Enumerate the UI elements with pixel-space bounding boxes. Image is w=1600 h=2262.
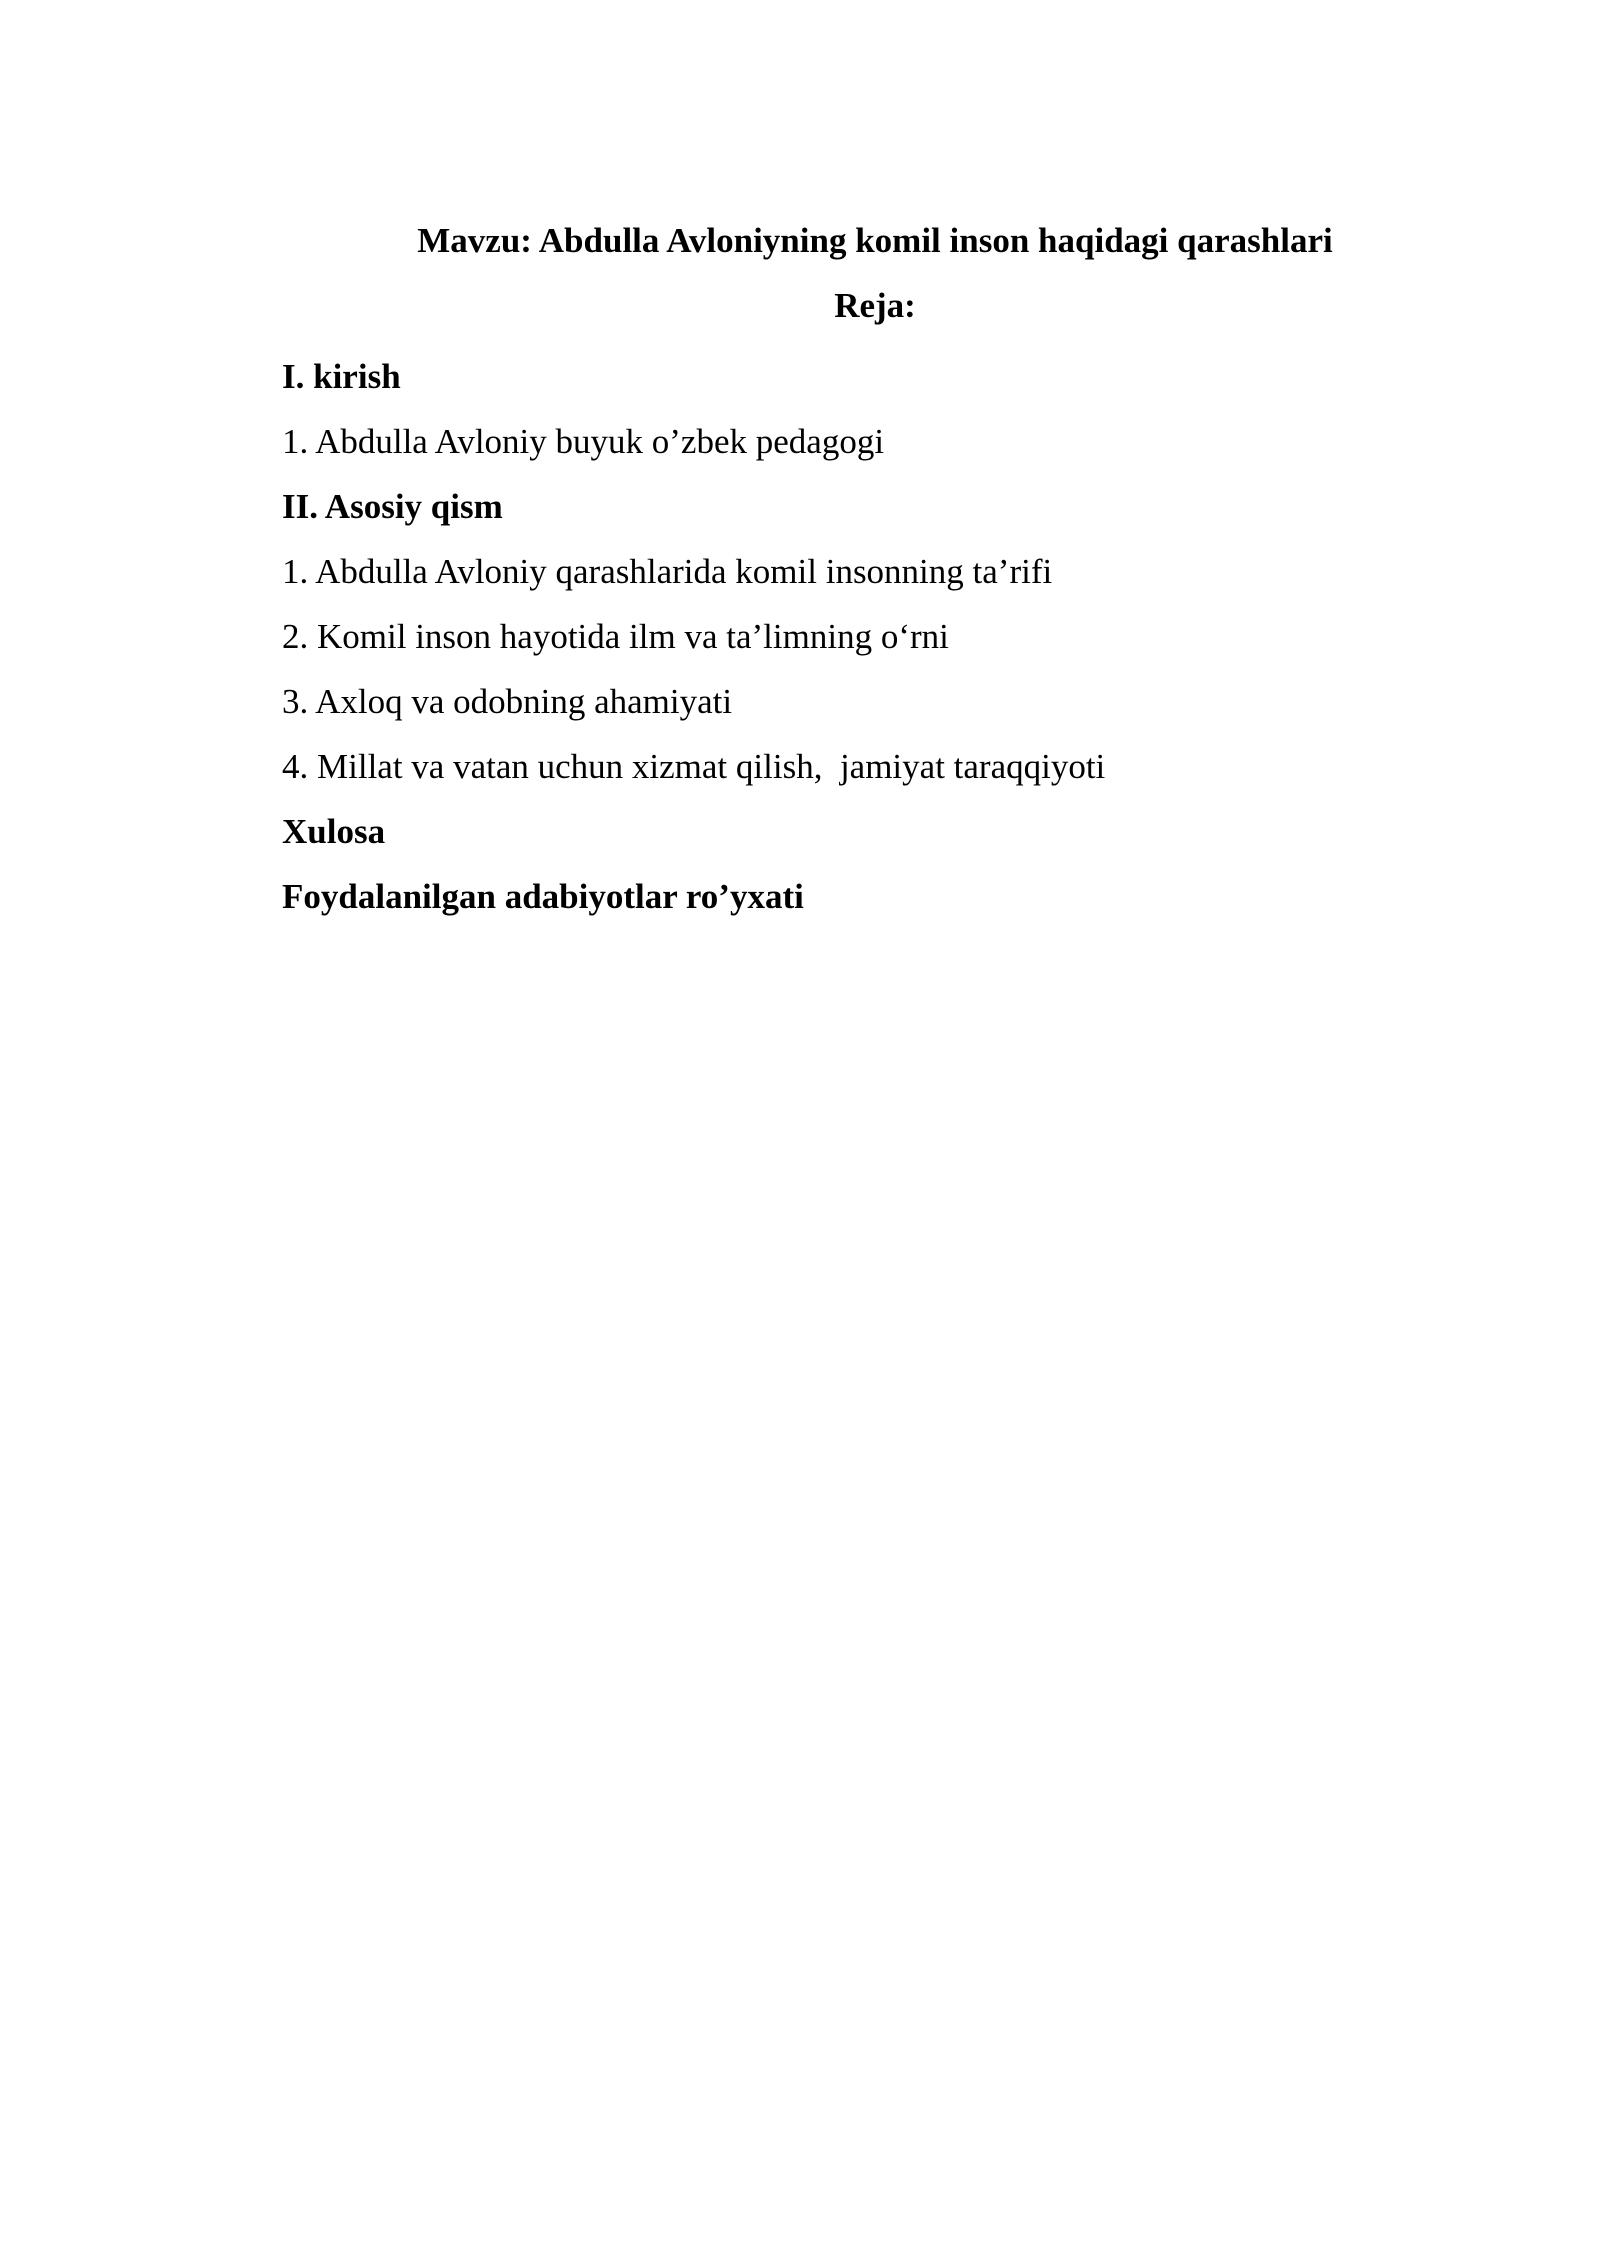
outline-item: 4. Millat va vatan uchun xizmat qilish, jamiyat taraqqiyoti <box>282 747 1106 786</box>
plan-heading: Reja: <box>834 286 916 325</box>
plan-outline <box>282 344 1482 929</box>
document-title: Mavzu: Abdulla Avloniyning komil inson haqidagi qarashlari <box>417 221 1333 260</box>
outline-item: 1. Abdulla Avloniy qarashlarida komil insonning ta’rifi <box>282 552 1053 591</box>
outline-item: 2. Komil inson hayotida ilm va ta’limning o‘rni <box>282 617 949 656</box>
outline-section-references: Foydalanilgan adabiyotlar ro’yxati <box>282 877 804 916</box>
outline-section-main-part: II. Asosiy qism <box>282 487 503 526</box>
outline-section-conclusion: Xulosa <box>282 812 386 851</box>
outline-item: 3. Axloq va odobning ahamiyati <box>282 682 733 721</box>
outline-item: 1. Abdulla Avloniy buyuk o’zbek pedagogi <box>282 422 885 461</box>
outline-section-introduction: I. kirish <box>282 357 401 396</box>
